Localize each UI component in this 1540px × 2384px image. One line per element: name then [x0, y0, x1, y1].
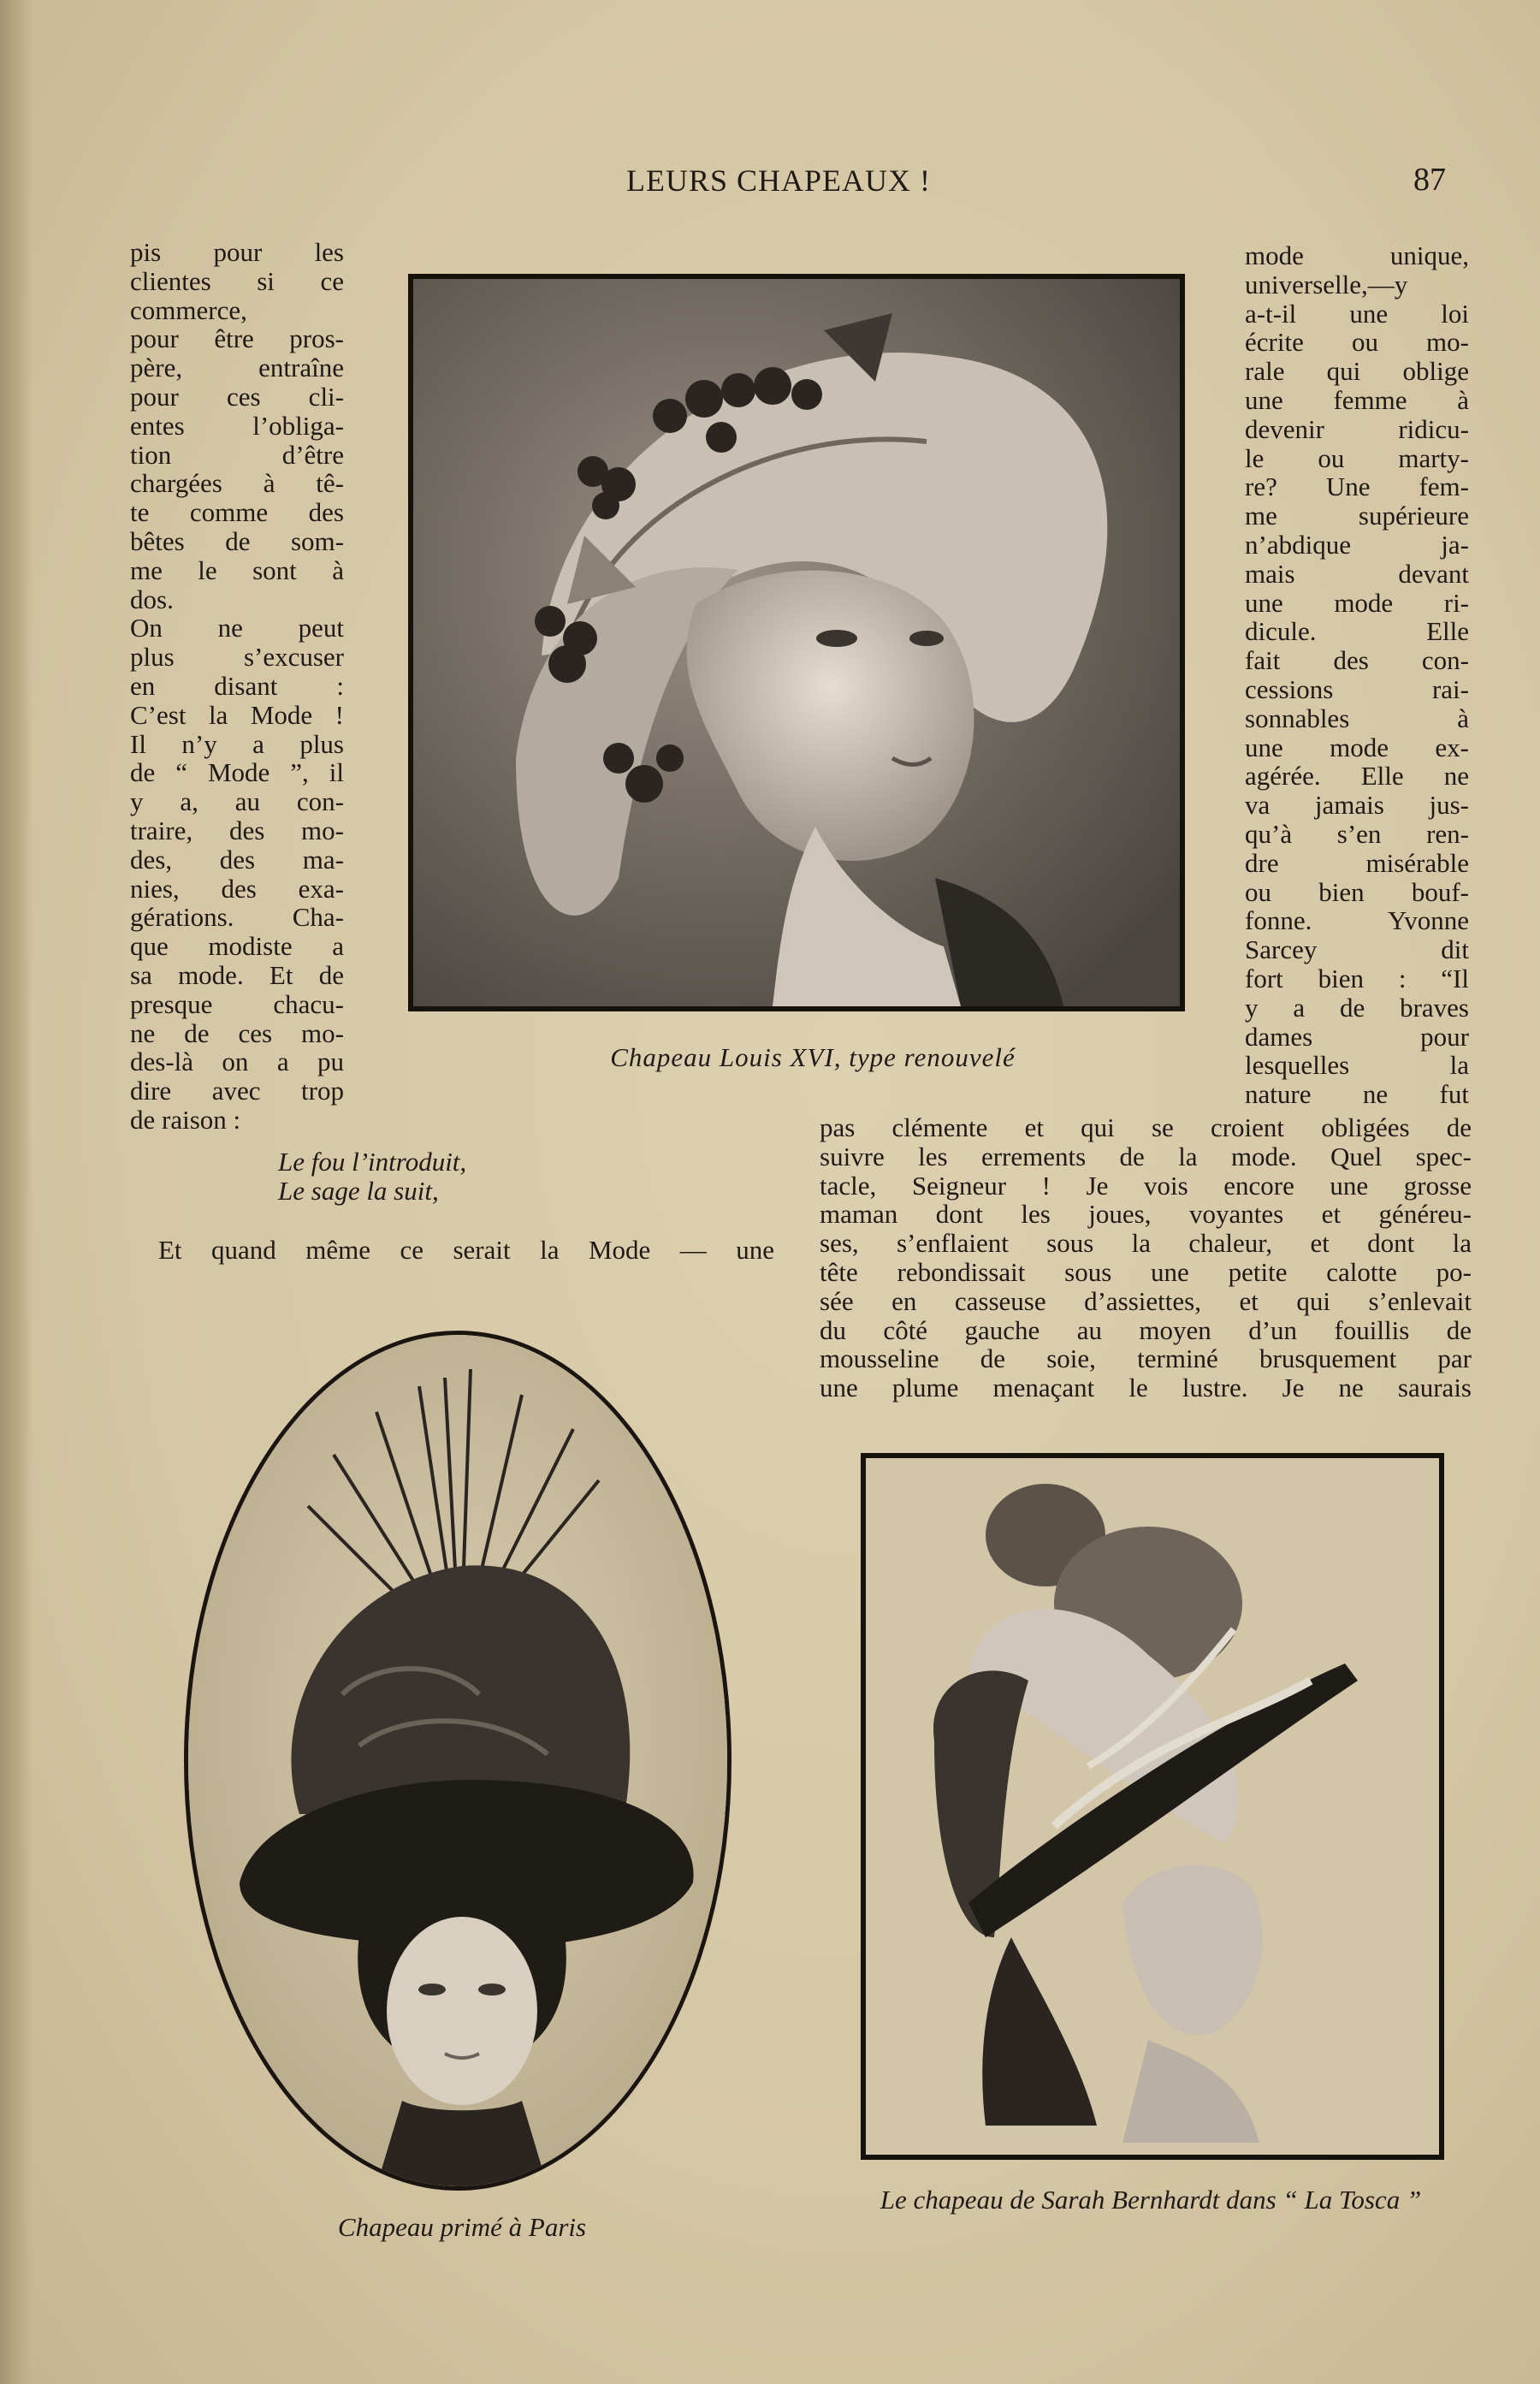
text-line: tacle, Seigneur ! Je vois encore une grosse	[820, 1170, 1472, 1201]
text-line: maman dont les joues, voyantes et généreu-	[820, 1199, 1472, 1230]
text-line: pis pour les	[130, 237, 344, 267]
text-line: pour être pros-	[130, 323, 344, 354]
text-line: dicule. Elle	[1245, 616, 1469, 647]
text-line: va jamais jus-	[1245, 790, 1469, 821]
caption-right-photo: Le chapeau de Sarah Bernhardt dans “ La Tosca ”	[880, 2185, 1422, 2215]
text-line: une mode ex-	[1245, 732, 1469, 762]
text-line: mode unique,	[1245, 240, 1469, 270]
text-line: commerce,	[130, 294, 247, 325]
text-line: devenir ridicu-	[1245, 413, 1469, 444]
text-line: des-là on a pu	[130, 1047, 344, 1077]
text-line: mousseline de soie, terminé brusquement par	[820, 1343, 1472, 1374]
verse-quote	[278, 1148, 466, 1206]
text-column-right	[1245, 241, 1469, 1109]
text-line: en disant :	[130, 670, 344, 701]
text-line: me le sont à	[130, 554, 344, 585]
caption-oval-photo: Chapeau primé à Paris	[337, 2212, 587, 2242]
text-line: dre misérable	[1245, 847, 1469, 878]
text-line: qu’à s’en ren-	[1245, 818, 1469, 849]
text-line: n’abdique ja-	[1245, 529, 1469, 560]
text-line: du côté gauche au moyen d’un fouillis de	[820, 1314, 1472, 1345]
text-line: père, entraîne	[130, 353, 344, 383]
text-line: que modiste a	[130, 931, 344, 962]
text-line: nies, des exa-	[130, 873, 344, 904]
text-line: sa mode. Et de	[130, 959, 344, 990]
photo-sarah-bernhardt-tosca	[861, 1453, 1444, 2160]
text-line: fonne. Yvonne	[1245, 905, 1469, 936]
text-line: pas clémente et qui se croient obligées de	[820, 1112, 1472, 1142]
text-line: ne de ces mo-	[130, 1017, 344, 1048]
text-line: clientes si ce	[130, 265, 344, 296]
text-line: rale qui oblige	[1245, 356, 1469, 387]
text-line: des, des ma-	[130, 844, 344, 875]
text-line: dames pour	[1245, 1021, 1469, 1052]
text-line: le ou marty-	[1245, 442, 1469, 473]
text-line: traire, des mo-	[130, 815, 344, 845]
text-line: sonnables à	[1245, 703, 1469, 733]
text-line: fort bien : “Il	[1245, 963, 1469, 993]
text-line: écrite ou mo-	[1245, 327, 1469, 358]
text-column-left	[130, 238, 344, 1135]
text-line: C’est la Mode !	[130, 699, 344, 730]
text-line: Sarcey dit	[1245, 934, 1469, 965]
text-line: une femme à	[1245, 384, 1469, 415]
text-line: te comme des	[130, 497, 344, 528]
text-line: une plume menaçant le lustre. Je ne saurais	[820, 1373, 1472, 1403]
text-line: tion d’être	[130, 439, 344, 470]
text-line: y a de braves	[1245, 992, 1469, 1023]
text-line: bêtes de som-	[130, 525, 344, 556]
text-line: dos.	[130, 584, 174, 614]
text-line: me supérieure	[1245, 501, 1469, 531]
running-header-title: LEURS CHAPEAUX !	[625, 163, 931, 198]
text-line: universelle,—y	[1245, 269, 1408, 299]
caption-top-photo: Chapeau Louis XVI, type renouvelé	[610, 1042, 1016, 1072]
text-line: plus s’excuser	[130, 642, 344, 673]
page-number: 87	[1413, 162, 1446, 198]
text-line: dire avec trop	[130, 1076, 344, 1106]
text-line: ses, s’enflaient sous la chaleur, et dont la	[820, 1228, 1472, 1259]
verse-line: Le sage la suit,	[278, 1176, 439, 1206]
text-column-wide	[820, 1113, 1472, 1403]
text-line: mais devant	[1245, 558, 1469, 589]
verse-line: Le fou l’introduit,	[278, 1147, 467, 1177]
text-line: On ne peut	[130, 613, 344, 643]
text-line: presque chacu-	[130, 988, 344, 1019]
text-line: tête rebondissait sous une petite calotte po-	[820, 1256, 1472, 1287]
text-line: agérée. Elle ne	[1245, 761, 1469, 792]
text-line: pour ces cli-	[130, 381, 344, 412]
text-line: nature ne fut	[1245, 1079, 1469, 1110]
text-line: de raison :	[130, 1104, 241, 1135]
text-line: ou bien bouf-	[1245, 876, 1469, 907]
text-line: suivre les errements de la mode. Quel spec-	[820, 1141, 1472, 1171]
photo-louis-xvi-hat	[408, 274, 1185, 1011]
text-line: y a, au con-	[130, 786, 344, 817]
text-line: lesquelles la	[1245, 1050, 1469, 1081]
text-line: fait des con-	[1245, 645, 1469, 676]
text-line: entes l’obliga-	[130, 410, 344, 441]
text-line: gérations. Cha-	[130, 902, 344, 933]
text-line: chargées à tê-	[130, 468, 344, 499]
text-line: sée en casseuse d’assiettes, et qui s’enlevait	[820, 1285, 1472, 1316]
lead-line: Et quand même ce serait la Mode — une	[158, 1235, 774, 1265]
photo-oval-prize-hat	[184, 1331, 732, 2191]
text-line: de “ Mode ”, il	[130, 757, 344, 788]
page-gutter	[0, 0, 33, 2384]
text-line: Il n’y a plus	[130, 728, 344, 759]
text-line: a-t-il une loi	[1245, 298, 1469, 329]
text-line: re? Une fem-	[1245, 471, 1469, 502]
text-line: une mode ri-	[1245, 587, 1469, 618]
text-line: cessions rai-	[1245, 673, 1469, 704]
